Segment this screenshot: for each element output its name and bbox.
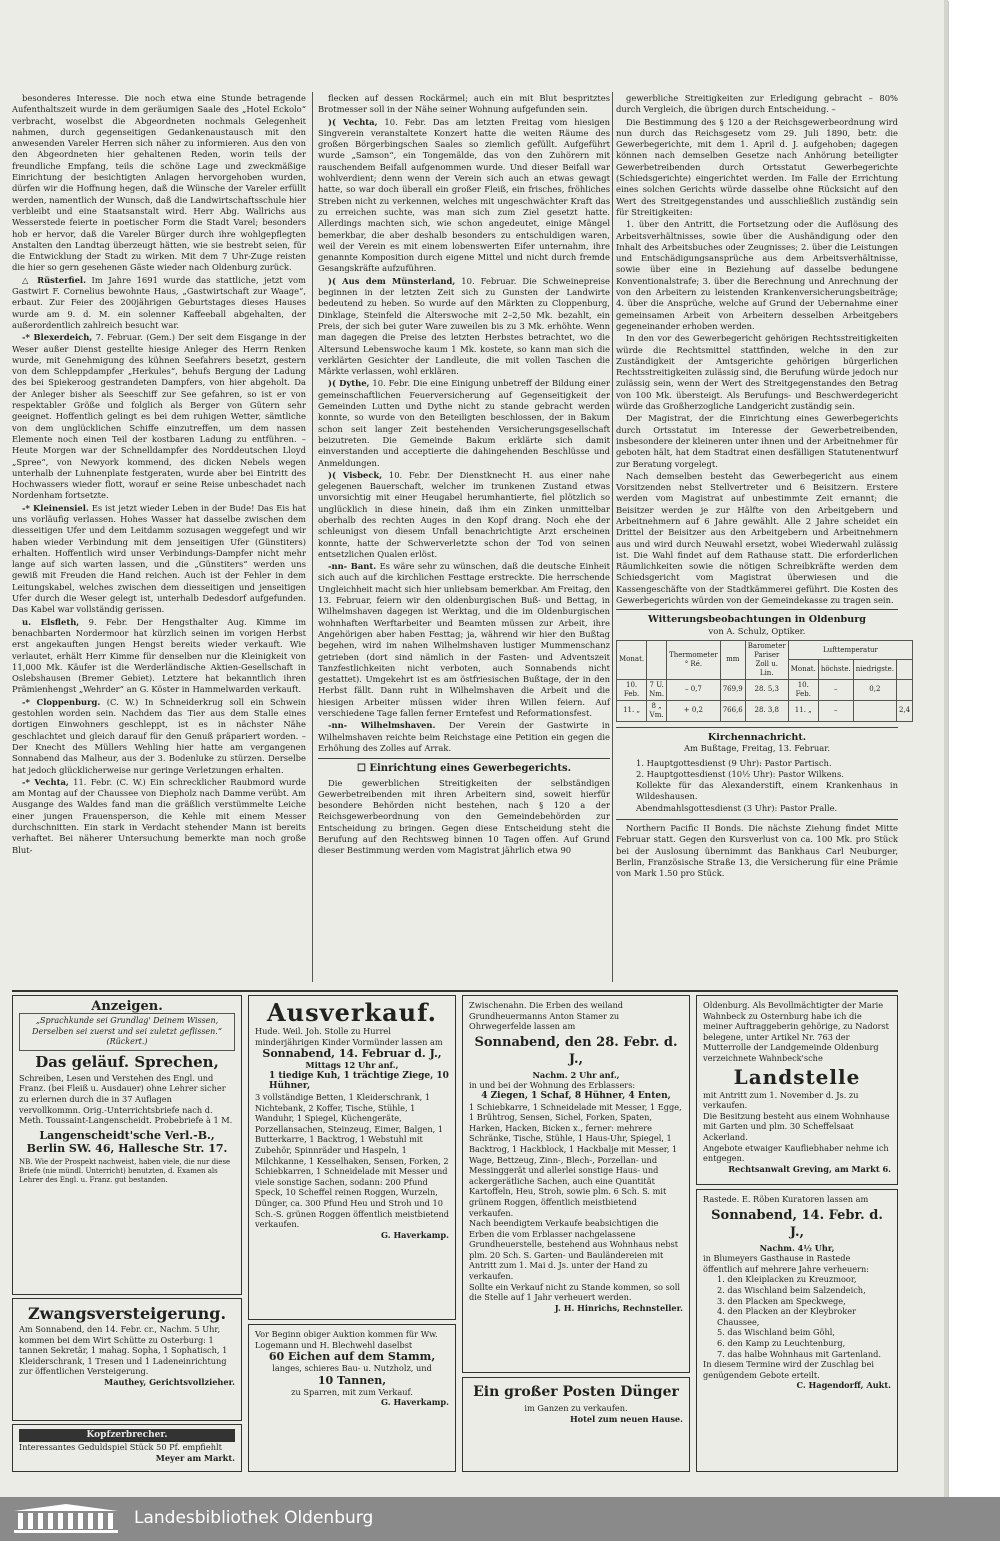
- dateline: u. Elsfleth,: [22, 616, 80, 627]
- table-cell: 28. 3,8: [745, 700, 788, 721]
- ad-lease-rastede: [696, 1189, 898, 1472]
- table-header: niedrigste.: [853, 660, 896, 680]
- table-row: [617, 679, 913, 700]
- ad-quote: „Sprachkunde sei Grundlag' Deinem Wissen, Derselben sei zuerst und sei zuletzt geflissen.“ (Rückert.): [19, 1013, 235, 1051]
- ad-signature: J. H. Hinrichs, Rechnsteller.: [554, 1302, 683, 1313]
- ad-headline: Ein großer Posten Dünger: [473, 1384, 679, 1400]
- dateline: -* Kleinensiel.: [22, 502, 89, 513]
- dateline: -nn- Wilhelmshaven.: [328, 720, 436, 731]
- ad-text: langes, schieres Bau- u. Nutzholz, und: [272, 1363, 432, 1374]
- article-text: 1. über den Antritt, die Fortsetzung oder die Auflösung des Arbeitsverhältnisses, sowie über die Aushändigung oder den Inhalt des Arbeitsbuches oder Zeugnisses; 2. über die Leistungen und Entschädigungsansprüche aus dem Arbeitsverhältnisse, sowie über eine in Beziehung auf dasselbe bedungene Konventionalstrafe; 3. über die Berechnung und Anrechnung der von den Arbeitern zu leistenden Krankenversicherungsbeiträge; 4. über die Ansprüche, welche auf Grund der Uebernahme einer gemeinsamen Arbeit von Arbeitern desselben Arbeitgebers gegeneinander erhoben werden.: [616, 219, 898, 331]
- ad-text: Schreiben, Lesen und Verstehen des Engl. und Franz. (bei Fleiß u. Ausdauer) ohne Lehrer sicher zu erlernen durch die in 37 Auflagen vervollkommn. Orig.-Unterrichtsbriefe nach d. Meth. Toussaint-Langenscheidt. Probebriefe à 1 M.: [19, 1072, 233, 1126]
- dateline: )( Dythe,: [328, 378, 370, 389]
- ad-signature: G. Haverkamp.: [381, 1397, 449, 1408]
- bonds-notice: Northern Pacific II Bonds. Die nächste Ziehung findet Mitte Februar statt. Gegen den Kursverlust von ca. 100 Mk. pro Stück bei der Auslosung übernimmt das Bankhaus Carl Neuburger, Berlin, Französische Straße 13, die Versicherung für eine Prämie von Mark 1.50 pro Stück.: [616, 823, 898, 879]
- weather-subtitle: von A. Schulz, Optiker.: [708, 625, 806, 636]
- article-text: 10. Febr. Der Dienstknecht H. aus einer nahe gelegenen Bauerschaft, welcher im trunkenen Zustand etwas unvorsichtig mit einer Heugabel herumhantierte, fiel plötzlich so unglücklich in diese hinein, daß ihm ein Zinken unmittelbar oberhalb des rechten Auges in den Kopf drang. Noch ehe der schleunigst von diesem Unfall benachrichtigte Arzt erscheinen konnte, hatte der Schwerverletzte schon der Tod von seinen entsetzlichen Qualen erlöst.: [318, 469, 611, 559]
- article-text: 11. Febr. (C. W.) Ein schrecklicher Raubmord wurde am Montag auf der Chaussee von Diepholz nach Damme verübt. Am Ausgange des Waldes fand man die gräßlich verstümmelte Leiche einer jungen Frauensperson, die Kehle mit einem Messer durchschnitten. Ein stark in Verdacht stehender Mann ist bereits verhaftet. Bei näherer Untersuchung bemerkte man noch große Blut-: [12, 776, 307, 855]
- table-cell: + 0,2: [667, 700, 721, 721]
- table-header-group: Lufttemperatur: [788, 640, 912, 660]
- ad-signature: Mauthey, Gerichtsvollzieher.: [104, 1376, 235, 1387]
- ad-text: Hude. Weil. Joh. Stolle zu Hurrel minderjährigen Kinder Vormünder lassen am: [255, 1026, 443, 1047]
- ad-text: 1 Schiebkarre, 1 Schneidelade mit Messer, 1 Egge, 1 Brühtrog, Sensen, Sichel, Forken, Spaten, Harken, Hacken, Bicken x., ferner: mehrere Schränke, Tische, Stühle, 1 Haus-Uhr, Spiegel, 1 Backtrog, 1 Hackblock, 1 Hackbalje mit Messer, 1 Wage, Bettzeug, Zinn-, Blech-, Porzellan- und Messinggerät und allerlei sonstige Haus- und ackergerätliche Sachen, auch eine Quantität Kartoffeln, Heu, Stroh, sowie plm. 6 Sch. S. mit grünem Roggen, öffentlich meistbietend verkaufen.: [469, 1101, 682, 1218]
- table-header: Monat.: [788, 660, 818, 680]
- weather-table: [616, 640, 913, 722]
- article-text: In den vor des Gewerbegericht gehörigen Rechtsstreitigkeiten würde die Rechtsmittel stattfinden, welche in den zur Zuständigkeit der Amtsgerichte gehörigen bürgerlichen Rechtsstreitigkeiten zulässig sind, die Berufung würde jedoch nur zulässig sein, wenn der Wert des Streitgegenstandes den Betrag von 100 Mk. übersteigt. Als Berufungs- und Beschwerdegericht würde das Großherzogliche Landgericht zuständig sein.: [616, 333, 898, 412]
- list-item: 1. den Kleiplacken zu Kreuzmoor,: [717, 1274, 857, 1285]
- ad-puzzle: [12, 1424, 242, 1472]
- dateline: )( Vechta,: [328, 116, 378, 127]
- table-cell: 2,4: [896, 700, 912, 721]
- ad-text: in Blumeyers Gasthause in Rastede öffentlich auf mehrere Jahre verheuern:: [703, 1253, 870, 1274]
- ad-headline: Zwangsversteigerung.: [27, 1304, 227, 1323]
- ad-signature: G. Haverkamp.: [381, 1229, 449, 1240]
- table-cell: –: [818, 679, 853, 700]
- ad-language-course: [12, 995, 242, 1295]
- ad-text: In diesem Termine wird der Zuschlag bei genügendem Gebote erteilt.: [703, 1359, 874, 1380]
- list-item: 5. das Wischland beim Göhl,: [717, 1327, 835, 1338]
- table-cell: –: [818, 700, 853, 721]
- ad-items: 4 Ziegen, 1 Schaf, 8 Hühner, 4 Enten,: [481, 1090, 671, 1101]
- table-header: Barometer Pariser Zoll u. Lin.: [745, 640, 788, 679]
- library-name: Landesbibliothek Oldenburg: [134, 1508, 374, 1528]
- table-cell: 10. Feb.: [788, 679, 818, 700]
- ad-text: mit Antritt zum 1. November d. Js. zu verkaufen.: [703, 1089, 859, 1111]
- article-title: ☐ Einrichtung eines Gewerbegerichts.: [356, 763, 572, 775]
- ad-text: 3 vollständige Betten, 1 Kleiderschrank, 1 Nichtebank, 2 Koffer, Tische, Stühle, 1 Wanduhr, 1 Spiegel, Küchengeräte, Porzellansachen, Steinzeug, Eimer, Balgen, 1 Butterkarre, 1 Backtrog, 1 Webstuhl mit Zubehör, Spinnräder und Haspeln, 1 Milchkanne, 1 Kesselhaken, Sensen, Forken, 2 Schiebkarren, 1 Schneidelade mit Messer und viele sonstige Sachen, sodann: 200 Pfund Speck, 10 Scheffel reinen Roggen, Wurzeln, Dünger, ca. 300 Pfund Heu und Stroh und 10 Sch.-S. grünen Roggen öffentlich meistbietend verkaufen.: [255, 1091, 450, 1230]
- ad-signature: Hotel zum neuen Hause.: [569, 1413, 683, 1424]
- ad-text: Nach beendigtem Verkaufe beabsichtigen die Erben die vom Erblasser nachgelassene Grundheuerstelle, bestehend aus Wohnhaus nebst plm. 20 Sch. S. Garten- und Bauländereien mit Antritt zum 1. Mai d. Js. unter der Hand zu verkaufen.: [469, 1218, 679, 1282]
- column-divider: [612, 92, 613, 982]
- article-text: 10. Februar. Die Schweinepreise beginnen in der letzten Zeit sich zu Gunsten der Landwirte bedeutend zu heben. So wurde auf den Märkten zu Cloppenburg, Dinklage, Steinfeld die Alterswoche mit 2–2,50 Mk. bezahlt, ein Preis, der sich bei guter Ware zuweilen bis zu 3 Mk. erhöhte. Wenn man dagegen die Preise des letzten Herbstes betrachtet, wo die Altersund Lebenswoche kaum 1 Mk. kostete, so kann man sich die verklärten Gesichter der Landleute, die mit vollen Taschen die Märkte verlassen, wohl erklären.: [318, 275, 610, 377]
- ad-text: im Ganzen zu verkaufen.: [524, 1403, 628, 1413]
- section-divider: [318, 758, 610, 759]
- column-divider: [312, 92, 313, 982]
- ad-publisher: Langenscheidt'sche Verl.-B.,: [39, 1128, 215, 1142]
- article-text: 9. Febr. Der Hengsthalter Aug. Kimme im benachbarten Nordermoor hat kürzlich seinen im vorigen Herbst erst angekauften jungen Hengst bereits wieder verkauft. Wie verlautet, erhält Herr Kimme für denselben nur die Kleinigkeit von 11,000 Mk. Käufer ist die Werderländische Aktien-Gesellschaft in Oslebshausen (Bremer Gebiet). Letztere hat bekanntlich ihren Prämienhengst „Wehrder“ an G. Köster in Hammelwarden verkauft.: [12, 616, 307, 695]
- article-text: 10. Febr. Die eine Einigung unbetreff der Bildung einer gemeinschaftlichen Feuerversicherung auf Gegenseitigkeit der Gemeinden Lutten und Dythe nicht zu stande gebracht werden konnte, so wurde von den Beteiligten beschlossen, der in Bakum schon seit langer Zeit bestehenden Versicherungsgesellschaft beizutreten. Die Gemeinde Bakum erklärte sich damit einverstanden und acceptierte die dahingehenden Beschlüsse und Anmeldungen.: [318, 378, 611, 468]
- article-text: Es ist jetzt wieder Leben in der Bude! Das Eis hat uns vorläufig verlassen. Hohes Wasser hat dasselbe zwischen dem diesseitigen Ufer und dem Leitdamm sozusagen weggefegt und wir haben wieder Verbindung mit dem jenseitigen Ufer (Günstiters) erhalten. Hoffentlich wird unser Verbindungs-Dampfer nicht mehr lange auf sich warten lassen, und die „Günstiters“ werden uns gewiß mit Freuden die Hand reichen. Auch ist der Fehler in dem Leitungskabel, welches zwischen dem diesseitigen und jenseitigen Ufer durch die Weser gelegt ist, unterhalb Dedesdorf aufgefunden. Das Kabel war vollständig gerissen.: [12, 502, 306, 615]
- table-cell: 0,2: [853, 679, 896, 700]
- ad-items: 1 tiedige Kuh, 1 trächtige Ziege, 10 Hühner,: [269, 1070, 449, 1092]
- table-header: Monat.: [617, 640, 647, 679]
- library-footer: [0, 1497, 1000, 1541]
- list-item: 7. das halbe Wohnhaus mit Gartenland.: [717, 1348, 882, 1359]
- column-2: [318, 93, 610, 983]
- ad-text: Oldenburg. Als Bevollmächtigter der Marie Wahnbeck zu Osternburg habe ich die meiner Auftraggeberin gehörige, zu Nadorst belegene, unter Artikel Nr. 763 der Mutterrolle der Landgemeinde Oldenburg verzeichnete Wahnbeck'sche: [703, 1000, 889, 1063]
- article-text: Die gewerblichen Streitigkeiten der selbständigen Gewerbetreibenden mit ihren Arbeitern sind, soweit hierfür besondere Behörden nicht bestehen, nach § 120 a der Reichsgewerbeordnung von den Gemeindebehörden zur Entscheidung zu bringen. Gegen diese Entscheidung steht die Berufung auf den Rechtsweg binnen 10 Tagen offen. Auf Grund dieser Bestimmung werden vom Magistrat jährlich etwa 90: [318, 777, 610, 856]
- list-item: 2. das Wischland beim Salzendeich,: [717, 1284, 866, 1295]
- ad-note: NB. Wie der Prospekt nachweist, haben viele, die nur diese Briefe (nie mündl. Unterricht) benutzten, d. Examen als Lehrer des Engl. u. Franz. gut bestanden.: [19, 1157, 231, 1184]
- ad-text: Vor Beginn obiger Auktion kommen für Ww. Logemann und H. Blechwehl daselbst: [255, 1329, 438, 1350]
- ad-headline: Ausverkauf.: [267, 998, 437, 1027]
- dateline: )( Visbeck,: [328, 469, 383, 480]
- dateline: )( Aus dem Münsterland,: [328, 275, 456, 286]
- ad-items: 10 Tannen,: [317, 1373, 387, 1387]
- weather-title: Witterungsbeobachtungen in Oldenburg: [648, 614, 866, 626]
- section-divider: [616, 819, 898, 820]
- ads-divider: [12, 990, 898, 992]
- table-cell: – 0,7: [667, 679, 721, 700]
- section-divider: [616, 609, 898, 610]
- dateline: -* Cloppenburg.: [22, 696, 101, 707]
- ad-text: Zwischenahn. Die Erben des weiland Grundheuermanns Anton Stamer zu Ohrwegerfelde lassen am: [469, 1000, 623, 1032]
- article-text: 7. Februar. (Gem.) Der seit dem Eisgange in der Weser außer Dienst gestellte hiesige Anleger des Herrn Renken wurde, mit Genehmigung des kühnen Seefahrers besetzt, gestern von dem Schleppdampfer „Herkules“, behufs Bergung der Ladung des bei Spiekeroog gestrandeten Dampfers, von hier abgeholt. Da der Anleger bisher als Seeschiff zur See gefahren, so ist er von respektabler Größe und folglich als Berger von Gütern sehr geeignet. Hoffentlich gelingt es bei dem ruhigen Wetter, sämtliche von dem unglücklichen Schiffe einzutreffen, um dem nassen Elemente noch einen Teil der kostbaren Ladung zu entführen. – Heute Morgen war der Schnelldampfer des Norddeutschen Lloyd „Spree“, von Newyork kommend, des dicken Nebels wegen unterhalb der Luhnenplate festgeraten, wurde aber bei Eintritt des Hochwassers wieder flott, worauf er seine Reise unbeschadet nach Nordenham fortsetzte.: [12, 332, 306, 501]
- ad-sale-hude: [248, 995, 456, 1320]
- church-title: Kirchennachricht.: [707, 731, 807, 743]
- church-subtitle: Am Bußtage, Freitag, 13. Februar.: [683, 743, 831, 754]
- dateline: △ Rüsterfiel.: [22, 274, 86, 285]
- ad-signature: Rechtsanwalt Greving, am Markt 6.: [728, 1163, 891, 1174]
- ad-items: 60 Eichen auf dem Stamm,: [268, 1350, 436, 1364]
- article-text: Nach demselben besteht das Gewerbegericht aus einem Vorsitzenden nebst Stellvertreter und 6 Beisitzern. Erstere werden vom Magistrat auf unbestimmte Zeit ernannt; die Beisitzer werden je zur Hälfte von den Arbeitgebern und Arbeitnehmern auf 6 Jahre gewählt. Alle 2 Jahre scheidet ein Drittel der Beisitzer aus den Arbeitgebern und Arbeitnehmern aus und wird durch Neuwahl ersetzt, wobei Wiederwahl zulässig ist. Die Wahl findet auf dem Rathause statt. Die erforderlichen Räumlichkeiten sowie die nötigen Schreibkräfte werden dem Schiedsgericht vom Magistrat überwiesen und die Kassengeschäfte von der Stadtkämmerei geführt. Die Kosten des Gewerbegerichts würden von der Gemeindekasse zu tragen sein.: [616, 470, 898, 606]
- table-cell: 7 U. Nm.: [647, 679, 667, 700]
- article-text: besonderes Interesse. Die noch etwa eine Stunde betragende Aufenthaltszeit wurde in dem geräumigen Saale des „Hotel Eckolo“ verbracht, woselbst die Abgeordneten nochmals Gelegenheit nahmen, durch gegenseitigen Gedankenaustausch mit den anwesenden Vareler Herren sich näher zu informieren. Aus den von den Abgeordneten hier gehaltenen Reden, worin teils der freundliche Empfang, teils die schöne Lage und zweckmäßige Einrichtung der besichtigten Anlagen hervorgehoben wurden, dürfen wir die Hoffnung hegen, daß die Wünsche der Vareler erfüllt werden, namentlich der Wunsch, daß die Landwirtschaftsschule hier verbleibt und eine Staatsanstalt wird. Herr Abg. Wallrichs aus Wesserstede feierte in poetischer Form die Stadt Varel; besonders hob er hervor, daß die Vareler Bürger durch ihre wohlgepflegten Anstalten den Landtag überzeugt hätten, wie sie bestrebt seien, für die Entwicklung der Stadt zu wirken. Mit dem 7 Uhr-Zuge reisten die hier so gern gesehenen Gäste wieder nach Oldenburg zurück.: [12, 93, 306, 273]
- ads-heading: Anzeigen.: [91, 999, 163, 1014]
- table-header: [896, 660, 912, 680]
- ad-time: Nachm. 4½ Uhr,: [759, 1242, 835, 1253]
- table-header: höchste.: [818, 660, 853, 680]
- column-3: [616, 93, 911, 973]
- ad-time: Nachm. 2 Uhr anf.,: [532, 1069, 620, 1080]
- table-header-row: [617, 640, 913, 660]
- list-item: Abendmahlsgottesdienst (3 Uhr): Pastor Pralle.: [636, 802, 838, 813]
- table-header: mm: [720, 640, 745, 679]
- table-cell: 11. „: [617, 700, 647, 721]
- ad-text: zu Sparren, mit zum Verkauf.: [291, 1386, 413, 1397]
- table-cell: 8 „ Vm.: [647, 700, 667, 721]
- ad-text: Am Sonnabend, den 14. Febr. cr., Nachm. 5 Uhr, kommen bei dem Wirt Schütte zu Osterburg: 1 tannen Sekretär, 1 mahag. Sopha, 1 Sophatisch, 1 Kleiderschrank, 1 Tresen und 1 Ladeneinrichtung zur öffentlichen Versteigerung.: [19, 1324, 228, 1377]
- ad-text: Interessantes Geduldspiel Stück 50 Pf. empfiehlt: [19, 1442, 222, 1452]
- ad-fertilizer: [462, 1377, 690, 1472]
- dateline: -nn- Bant.: [328, 561, 377, 572]
- ad-text: in und bei der Wohnung des Erblassers:: [469, 1080, 636, 1091]
- article-text: Der Magistrat, der die Einrichtung eines Gewerbegerichts durch Ortsstatut im Interesse der Gewerbetreibenden, insbesondere der kleineren unter ihnen und der Arbeitnehmer für geboten hält, hat dem Stadtrat einen desfälligen Statutenentwurf zur Beratung vorgelegt.: [616, 413, 898, 469]
- ad-text: Die Besitzung besteht aus einem Wohnhause mit Garten und plm. 30 Scheffelsaat Ackerland.: [703, 1110, 890, 1142]
- list-item: 1. Hauptgottesdienst (9 Uhr): Pastor Partisch.: [636, 757, 832, 768]
- lease-list: [703, 1274, 891, 1359]
- article-text: Im Jahre 1691 wurde das stattliche, jetzt vom Gastwirt F. Cornelius bewohnte Haus, „Gastwirtschaft zur Waage“, erbaut. Zur Feier des 200jährigen Geburtstages dieses Hauses wurde am 9. d. M. ein solenner Kaffeeball abgehalten, der außerordentlich zahlreich besucht war.: [12, 274, 306, 330]
- ad-landstelle: [696, 995, 898, 1185]
- ad-auction: [12, 1298, 242, 1421]
- list-item: 3. den Placken am Speckwege,: [717, 1295, 846, 1306]
- ad-text: Rastede. E. Röben Kuratoren lassen am: [703, 1194, 869, 1204]
- table-cell: [896, 679, 912, 700]
- ad-text: Sollte ein Verkauf nicht zu Stande kommen, so soll die Stelle auf 1 Jahr verheuert werden.: [469, 1281, 680, 1303]
- article-text: Es wäre sehr zu wünschen, daß die deutsche Einheit sich auch auf die kirchlichen Festtage erstreckte. Die herrschende Ungleichheit macht sich hier unliebsam bemerkbar. Am Freitag, den 13. Februar, feiern wir den oldenburgischen Buß- und Bettag, in Wilhelmshaven dagegen ist Werktag, und die im Oldenburgischen wohnhaften Werftarbeiter und Beamten müssen zur Arbeit, ihre Angehörigen aber haben Festtag; ja, während wir hier den Bußtag begehen, wird im nahen Wilhelmshaven lustiger Mummenschanz getrieben (dort sind nämlich in der Fasten- und Adventszeit Tanzfestlichkeiten nicht verboten, auch Sonnabends nicht gestattet). Umgekehrt ist es am östfriesischen Bußtage, der in den Herbst fällt. Dann ruht in Wilhelmshaven die Arbeit und die hiesigen Arbeiter müssen wider ihren Willen feiern. Auf verschiedene Tage fallen ferner Erntefest und Reformationsfest.: [318, 561, 610, 719]
- ad-signature: C. Hagendorff, Aukt.: [796, 1380, 891, 1391]
- ad-headline: Landstelle: [733, 1064, 861, 1089]
- article-text: Die Bestimmung des § 120 a der Reichsgewerbeordnung wird nun durch das Reichsgesetz vom 29. Juli 1890, betr. die Gewerbegerichte, mit dem 1. April d. J. aufgehoben; dagegen können nach demselben Gesetze nach Anhörung beteiligter Gewerbetreibenden durch Ortsstatut Gewerbegerichte (Schiedsgerichte) eingerichtet werden. Im Falle der Errichtung eines solchen Gerichts würde dasselbe ohne Rücksicht auf den Wert des Streitgegenstandes und ausschließlich zuständig sein für Streitigkeiten:: [616, 116, 898, 217]
- article-text: 10. Febr. Das am letzten Freitag vom hiesigen Singverein veranstaltete Konzert hatte die weiten Räume des großen Börgerbingschen Saales so ziemlich gefüllt. Aufgeführt wurde „Samson“, ein Tongemälde, das von den Zuhörern mit rauschendem Beifall aufgenommen wurde. Und dieser Beifall war wohlverdient; denn wenn der Verein sich auch an etwas gewagt hatte, so war doch überall ein großer Fleiß, ein frisches, fröhliches Streben nicht zu verkennen, welches mit ungeschwächter Kraft das zu erreichen suchte, was man sich zum Ziel gesetzt hatte. Allerdings machten sich, wie schon angedeutet, einige Mängel bemerkbar, die aber deshalb besonders zu entschuldigen waren, weil der Verein es mit einem lobenswerten Eifer unternahm, ihre genannte Komposition durch eigene Mittel und nicht durch fremde Gesangskräfte aufzuführen.: [318, 116, 611, 274]
- ad-trees: [248, 1324, 456, 1472]
- article-text: gewerbliche Streitigkeiten zur Erledigung gebracht – 80% durch Vergleich, die übrigen durch Entscheidung. –: [616, 93, 898, 115]
- article-text: flecken auf dessen Rockärmel; auch ein mit Blut bespritztes Brotmesser soll in der Nähe seiner Wohnung aufgefunden sein.: [318, 93, 610, 115]
- table-header: Thermometer ° Ré.: [667, 640, 721, 679]
- dateline: -* Blexerdeich,: [22, 332, 93, 343]
- ad-date: Sonnabend, 14. Febr. d. J.,: [711, 1207, 883, 1240]
- ad-headline: Das geläuf. Sprechen,: [35, 1052, 219, 1071]
- ad-text: Angebote etwaiger Kaufliebhaber nehme ich entgegen.: [703, 1142, 889, 1164]
- list-item: 4. den Placken an der Kleybroker Chaussee,: [717, 1306, 857, 1327]
- table-header: [647, 640, 667, 679]
- ad-headline: Kopfzerbrecher.: [19, 1429, 235, 1442]
- page-edge-shadow: [944, 0, 948, 1497]
- ad-time: Mittags 12 Uhr anf.,: [305, 1060, 399, 1071]
- table-cell: 11. „: [788, 700, 818, 721]
- list-item: Kollekte für das Alexanderstift, einem Krankenhaus in Wildeshausen.: [636, 780, 898, 802]
- ad-sale-zwischenahn: [462, 995, 690, 1373]
- table-cell: 769,9: [720, 679, 745, 700]
- ad-signature: Meyer am Markt.: [155, 1452, 235, 1463]
- ad-date: Sonnabend, 14. Februar d. J.,: [262, 1047, 442, 1061]
- table-row: [617, 700, 913, 721]
- church-list: [616, 758, 898, 814]
- table-cell: [853, 700, 896, 721]
- table-cell: 10. Feb.: [617, 679, 647, 700]
- table-cell: 28. 5,3: [745, 679, 788, 700]
- article-text: Der Verein der Gastwirte in Wilhelmshaven reichte beim Reichstage eine Petition ein gegen die Erhöhung des Zolles auf Arrak.: [318, 720, 610, 753]
- table-cell: 766,6: [720, 700, 745, 721]
- dateline: -* Vechta,: [22, 776, 69, 787]
- list-item: 6. den Kamp zu Leuchtenburg,: [717, 1337, 846, 1348]
- ad-address: Berlin SW. 46, Hallesche Str. 17.: [26, 1141, 228, 1155]
- column-1: [12, 93, 306, 983]
- ad-date: Sonnabend, den 28. Febr. d. J.,: [474, 1034, 678, 1067]
- article-text: (C. W.) In Schneiderkrug soll ein Schwein gestohlen worden sein. Nachdem das Tier aus dem Stalle eines dortigen Einwohners geschleppt, ist es in nächster Nähe geschlachtet und gleich darauf für den Genuß präpariert worden. – Der Knecht des Müllers Wehling hier hatte am vergangenen Sonnabend das Malheur, aus der 3. Bodenluke zu stürzen. Derselbe hat jedoch glücklicherweise nur geringe Verletzungen erhalten.: [12, 696, 306, 775]
- list-item: 2. Hauptgottesdienst (10½ Uhr): Pastor Wilkens.: [636, 768, 844, 779]
- library-building-icon: [12, 1503, 120, 1535]
- section-divider: [616, 727, 898, 728]
